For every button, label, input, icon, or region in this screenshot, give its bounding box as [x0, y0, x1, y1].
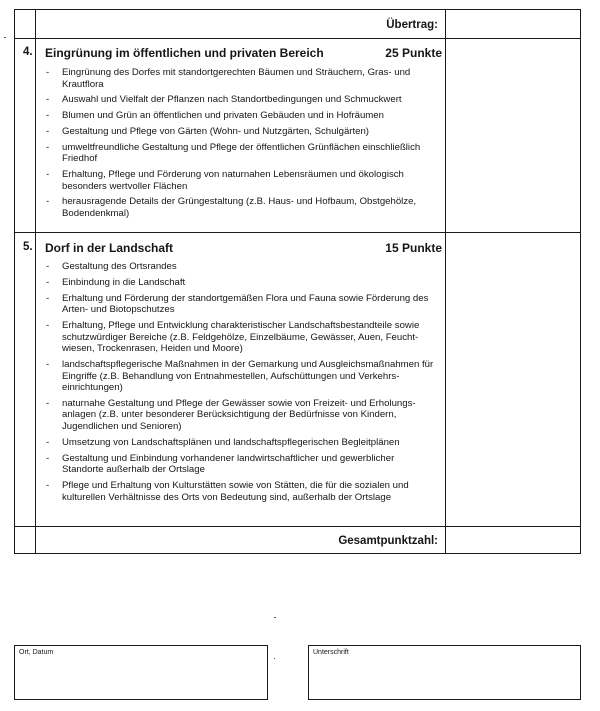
- section-number: 4.: [23, 46, 33, 58]
- list-item: [45, 261, 437, 273]
- section-points: 25 Punkte: [385, 46, 442, 60]
- criterion-text: Einbindung in die Landschaft: [62, 276, 186, 288]
- bullet-dash: -: [46, 169, 50, 181]
- signature-field[interactable]: [308, 645, 581, 700]
- criterion-text: Umsetzung von Landschaftsplänen und landschaftspflegerischen Begleitplänen: [62, 436, 400, 448]
- criterion-text: Blumen und Grün an öffentlichen und privaten Gebäuden und in Hofräumen: [62, 110, 384, 122]
- bullet-dash: -: [46, 125, 50, 137]
- bullet-dash: -: [46, 397, 50, 409]
- bullet-dash: -: [46, 110, 50, 122]
- bullet-dash: -: [46, 67, 50, 78]
- signature-label: Unterschrift: [313, 649, 349, 656]
- carry-over-label: Übertrag:: [386, 19, 438, 31]
- criterion-text: naturnahe Gestaltung und Pflege der Gewässer sowie von Freizeit- und Erholungs-anlagen (z.B. unter besonderer Berücksichtigung der Bedürfnisse von Kindern, Jugendlichen und Senioren): [62, 397, 416, 433]
- number-column-divider: [35, 10, 36, 553]
- list-item: [45, 320, 437, 355]
- section-number: 5.: [23, 241, 33, 253]
- section-title: Dorf in der Landschaft: [45, 241, 174, 255]
- bullet-dash: -: [46, 452, 50, 464]
- bullet-dash: -: [46, 196, 50, 208]
- criterion-text: landschaftspflegerische Maßnahmen in der Gemarkung und Ausgleichsmaßnahmen für Eingriffe (z.B. Behandlung von Entnahmestellen, Aufschüttungen und Verkehrs-einrichtungen): [62, 358, 434, 394]
- list-item: [45, 359, 437, 394]
- scan-speck: [274, 617, 276, 618]
- criterion-text: Auswahl und Vielfalt der Pflanzen nach Standortbedingungen und Schmuckwert: [62, 94, 402, 106]
- list-item: [45, 480, 437, 503]
- criterion-text: Erhaltung, Pflege und Entwicklung charakteristischer Landschaftsbestandteile sowie schutzwürdiger Bereiche (z.B. Feldgehölze, Einzelbäume, Gewässer, Auen, Feucht-wiesen, Trockenrasen, Heiden und Moore): [62, 319, 420, 355]
- criterion-text: herausragende Details der Grüngestaltung (z.B. Haus- und Hofbaum, Obstgehölze, Bodendenkmal): [62, 196, 417, 220]
- list-item: [45, 110, 437, 122]
- criteria-list: [45, 261, 437, 507]
- criterion-text: Gestaltung des Ortsrandes: [62, 261, 177, 272]
- criterion-text: Erhaltung und Förderung der standortgemäßen Flora und Fauna sowie Förderung des Arten- und Biotopschutzes: [62, 292, 429, 316]
- section-score-cell[interactable]: [446, 233, 580, 525]
- scoring-table: [14, 9, 581, 554]
- bullet-dash: -: [46, 261, 50, 272]
- list-item: [45, 126, 437, 138]
- criteria-list: [45, 67, 437, 224]
- list-item: [45, 293, 437, 316]
- bullet-dash: -: [46, 436, 50, 448]
- list-item: [45, 277, 437, 289]
- bullet-dash: -: [46, 480, 50, 491]
- bullet-dash: -: [46, 141, 50, 153]
- criterion-text: Pflege und Erhaltung von Kulturstätten sowie von Stätten, die für die sozialen und kulturellen Verhältnisse des Orts von Bedeutung sind, außerhalb der Ortslage: [62, 480, 409, 503]
- list-item: [45, 142, 437, 165]
- list-item: [45, 453, 437, 476]
- list-item: [45, 196, 437, 219]
- criterion-text: umweltfreundliche Gestaltung und Pflege der öffentlichen Grünflächen einschließlich Friedhof: [62, 141, 421, 165]
- scan-speck: [4, 37, 6, 38]
- bullet-dash: -: [46, 292, 50, 304]
- criterion-text: Gestaltung und Einbindung vorhandener landwirtschaftlicher und gewerblicher Standorte außerhalb der Ortslage: [62, 452, 395, 476]
- list-item: [45, 67, 437, 90]
- criterion-text: Gestaltung und Pflege von Gärten (Wohn- und Nutzgärten, Schulgärten): [62, 125, 370, 137]
- section-points: 15 Punkte: [385, 241, 442, 255]
- bullet-dash: -: [46, 94, 50, 106]
- total-score-cell[interactable]: [446, 527, 580, 553]
- carry-over-score-cell[interactable]: [446, 11, 580, 37]
- section-score-cell[interactable]: [446, 39, 580, 231]
- place-date-label: Ort, Datum: [19, 649, 54, 656]
- scan-speck: [274, 658, 275, 659]
- bullet-dash: -: [46, 358, 50, 370]
- list-item: [45, 437, 437, 449]
- criterion-text: Erhaltung, Pflege und Förderung von naturnahen Lebensräumen und ökologisch besonders wertvoller Flächen: [62, 169, 404, 192]
- section-title: Eingrünung im öffentlichen und privaten Bereich: [45, 46, 324, 60]
- bullet-dash: -: [46, 319, 50, 331]
- criterion-text: Eingrünung des Dorfes mit standortgerechten Bäumen und Sträuchern, Gras- und Krautflora: [62, 67, 411, 90]
- list-item: [45, 398, 437, 433]
- list-item: [45, 169, 437, 192]
- total-score-label: Gesamtpunktzahl:: [338, 535, 438, 547]
- place-date-field[interactable]: [14, 645, 268, 700]
- list-item: [45, 94, 437, 106]
- bullet-dash: -: [46, 276, 50, 288]
